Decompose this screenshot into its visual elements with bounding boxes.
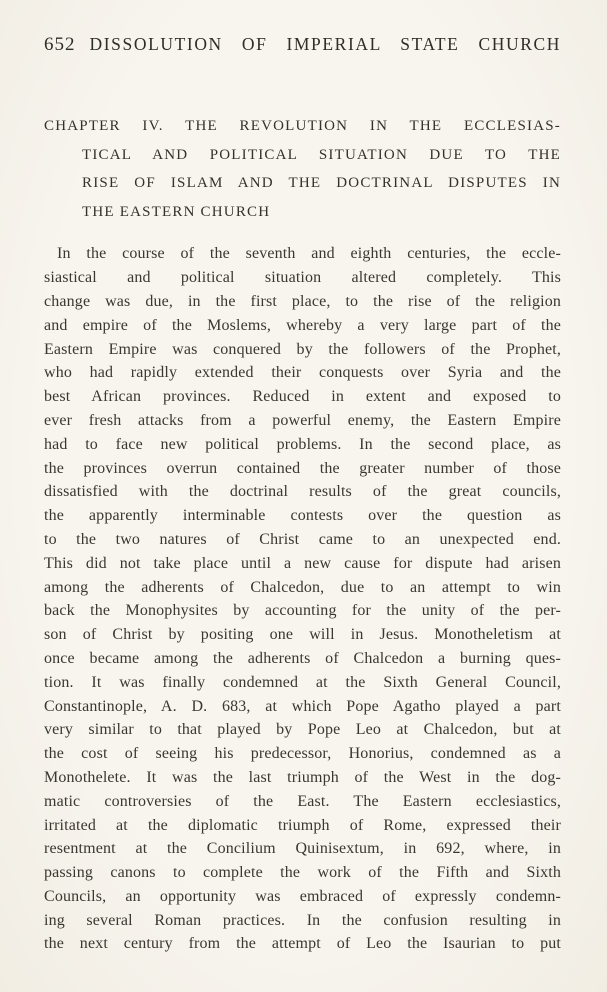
body-text-line: siastical and political situation altered completely. This — [44, 269, 561, 287]
body-text-line: the next century from the attempt of Leo the Isaurian to put — [44, 935, 561, 953]
body-text-line: had to face new political problems. In the second place, as — [44, 435, 561, 453]
chapter-heading-line: TICAL AND POLITICAL SITUATION DUE TO THE — [82, 146, 561, 163]
body-text-line: This did not take place until a new cause for dispute had arisen — [44, 554, 561, 572]
body-text-line: In the course of the seventh and eighth centuries, the eccle- — [57, 245, 561, 263]
body-text-line: change was due, in the first place, to the rise of the religion — [44, 292, 561, 310]
body-text-line: Monothelete. It was the last triumph of the West in the dog- — [44, 768, 561, 786]
chapter-heading-line: RISE OF ISLAM AND THE DOCTRINAL DISPUTES IN — [82, 175, 561, 192]
body-text-line: dissatisfied with the doctrinal results of the great councils, — [44, 483, 561, 501]
body-text-line: back the Monophysites by accounting for the unity of the per- — [44, 602, 561, 620]
body-text-line: the provinces overrun contained the greater number of those — [44, 459, 561, 477]
chapter-heading-line: CHAPTER IV. THE REVOLUTION IN THE ECCLESIAS- — [44, 118, 561, 134]
running-header-title: DISSOLUTION OF IMPERIAL STATE CHURCH — [89, 34, 561, 54]
body-text-line: matic controversies of the East. The Eastern ecclesiastics, — [44, 792, 561, 810]
body-text-line: the cost of seeing his predecessor, Honorius, condemned as a — [44, 745, 561, 763]
page-number: 652 — [44, 34, 76, 55]
running-header — [44, 34, 561, 56]
chapter-heading — [44, 112, 561, 226]
body-text-line: resentment at the Concilium Quinisextum, in 692, where, in — [44, 840, 561, 858]
body-text-line: tion. It was finally condemned at the Sixth General Council, — [44, 673, 561, 691]
body-text-line: passing canons to complete the work of the Fifth and Sixth — [44, 864, 561, 882]
body-text-line: who had rapidly extended their conquests over Syria and the — [44, 364, 561, 382]
body-text-line: and empire of the Moslems, whereby a very large part of the — [44, 316, 561, 334]
body-text-line: Constantinople, A. D. 683, at which Pope Agatho played a part — [44, 697, 561, 715]
body-text-line: among the adherents of Chalcedon, due to an attempt to win — [44, 578, 561, 596]
body-text-line: best African provinces. Reduced in extent and exposed to — [44, 388, 561, 406]
body-paragraph — [44, 242, 561, 956]
chapter-heading-line: THE EASTERN CHURCH — [82, 203, 271, 220]
body-text-line: Eastern Empire was conquered by the followers of the Prophet, — [44, 340, 561, 358]
body-text-line: ever fresh attacks from a powerful enemy, the Eastern Empire — [44, 411, 561, 429]
body-text-line: Councils, an opportunity was embraced of expressly condemn- — [44, 887, 561, 905]
body-text-line: to the two natures of Christ came to an unexpected end. — [44, 530, 561, 548]
body-text-line: the apparently interminable contests over the question as — [44, 507, 561, 525]
body-text-line: irritated at the diplomatic triumph of Rome, expressed their — [44, 816, 561, 834]
body-text-line: once became among the adherents of Chalcedon a burning ques- — [44, 649, 561, 667]
body-text-line: son of Christ by positing one will in Jesus. Monotheletism at — [44, 626, 561, 644]
body-text-line: very similar to that played by Pope Leo at Chalcedon, but at — [44, 721, 561, 739]
body-text-line: ing several Roman practices. In the confusion resulting in — [44, 911, 561, 929]
